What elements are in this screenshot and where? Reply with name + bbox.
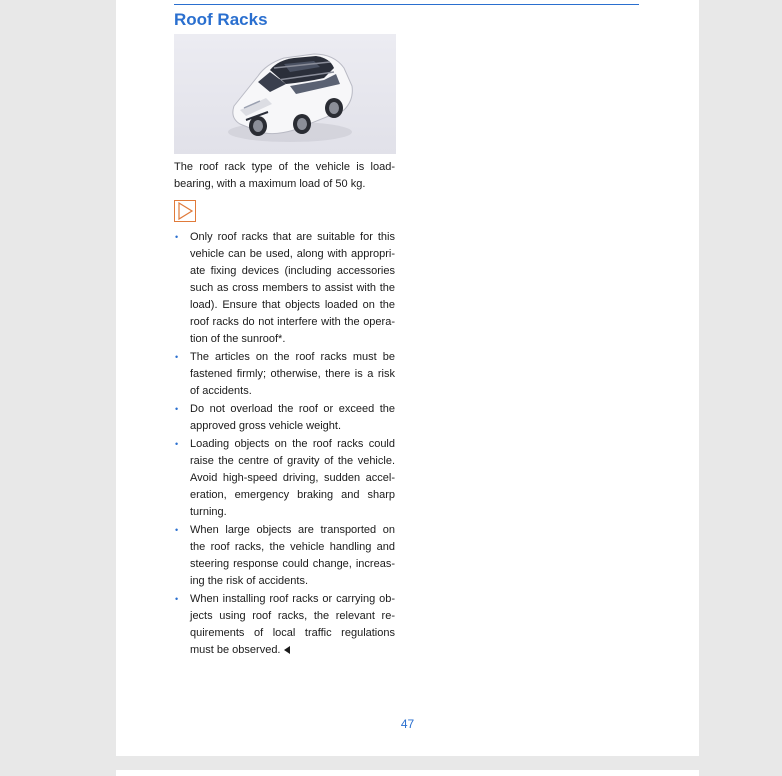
list-item: • When large objects are transported on the roof racks, the vehicle handling and steering response could change, increas-ing the risk of accidents. — [175, 524, 395, 587]
list-item: • The articles on the roof racks must be fastened firmly; otherwise, there is a risk of accidents. — [175, 351, 395, 397]
section-rule — [174, 4, 639, 5]
intro-text: The roof rack type of the vehicle is load-bearing, with a maximum load of 50 kg. — [174, 161, 395, 190]
warning-list — [174, 229, 395, 660]
car-illustration-icon — [174, 34, 396, 154]
bullet-dot-icon: • — [175, 525, 179, 535]
roof-rack-figure — [174, 34, 396, 154]
bullet-dot-icon: • — [175, 352, 179, 362]
list-item: • Loading objects on the roof racks could raise the centre of gravity of the vehicle. Avoid high-speed driving, sudden accel-eration, emergency braking and sharp turning. — [175, 438, 395, 518]
list-item: • Do not overload the roof or exceed the approved gross vehicle weight. — [175, 403, 395, 432]
bullet-dot-icon: • — [175, 232, 179, 242]
next-page[interactable] — [116, 770, 699, 776]
page-number: 47 — [400, 717, 415, 731]
bullet-dot-icon: • — [175, 404, 179, 414]
warning-triangle-icon — [174, 200, 196, 222]
end-of-section-icon — [284, 646, 290, 654]
section-title: Roof Racks — [174, 10, 268, 29]
list-item: • When installing roof racks or carrying ob-jects using roof racks, the relevant re-quirements of local traffic regulations must be observed. — [175, 593, 395, 656]
page — [116, 0, 699, 756]
bullet-dot-icon: • — [175, 439, 179, 449]
bullet-dot-icon: • — [175, 594, 179, 604]
list-item: • Only roof racks that are suitable for this vehicle can be used, along with appropri-ate fixing devices (including accessories such as cross members to assist with the load). Ensure that objects loaded on the roof racks do not interfere with the opera-tion of the sunroof*. — [175, 231, 395, 345]
